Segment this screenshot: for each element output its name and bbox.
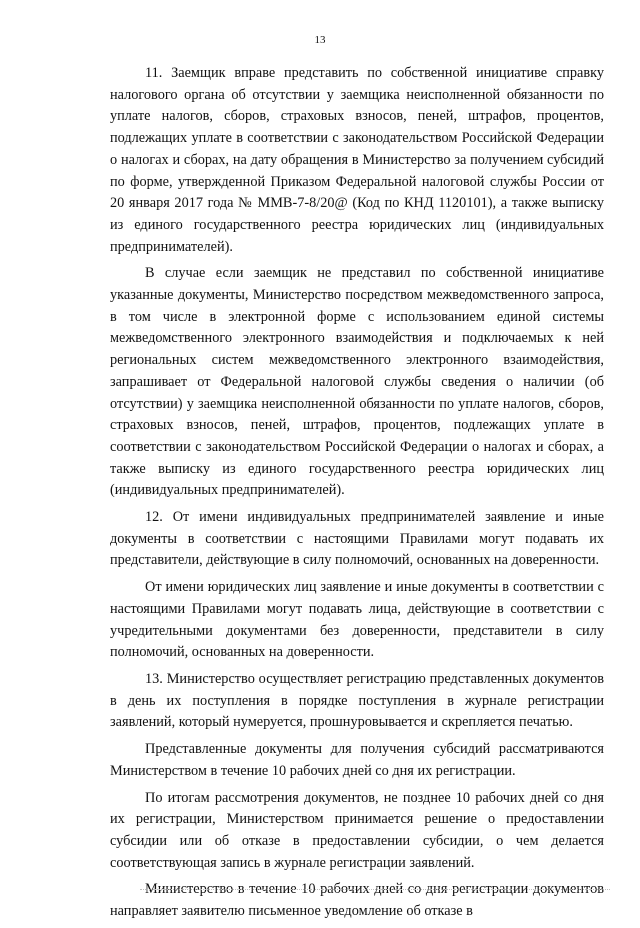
paragraph-13: 13. Министерство осуществляет регистрацию представленных документов в день их поступления в порядке поступления в журнале регистрации заявлений, который нумеруется, прошнуровывается и скрепляется печатью.: [110, 670, 604, 731]
paragraph-11-continued: В случае если заемщик не представил по собственной инициативе указанные документы, Министерство посредством межведомственного запроса, в том числе в электронной форме с использованием единой системы межведомственного электронного взаимодействия и подключаемых к ней региональных систем межведомственного электронного взаимодействия, запрашивает от Федеральной налоговой службы сведения о наличии (об отсутствии) у заемщика неисполненной обязанности по уплате налогов, сборов, страховых взносов, пеней, штрафов, процентов, подлежащих уплате в соответствии с законодательством Российской Федерации о налогах и сборах, а также выписку из единого государственного реестра юридических лиц (индивидуальных предпринимателей).: [110, 265, 604, 499]
paragraph-11: 11. Заемщик вправе представить по собственной инициативе справку налогового органа об отсутствии у заемщика неисполненной обязанности по уплате налогов, сборов, страховых взносов, пеней, штрафов, процентов, подлежащих уплате в соответствии с законодательством Российской Федерации о налогах и сборах, на дату обращения в Министерство за получением субсидий по форме, утвержденной Приказом Федеральной налоговой службы России от 20 января 2017 года № ММВ-7-8/20@ (Код по КНД 1120101), а также выписку из единого государственного реестра юридических лиц (индивидуальных предпринимателей).: [110, 65, 604, 255]
scan-artifact-line: [140, 889, 610, 891]
page-number: 13: [314, 34, 326, 46]
document-body: [110, 63, 604, 928]
paragraph-13-notification: Министерство в течение 10 рабочих дней со дня регистрации документов направляет заявителю письменное уведомление об отказе в: [110, 881, 604, 920]
paragraph-12: 12. От имени индивидуальных предпринимателей заявление и иные документы в соответствии с настоящими Правилами могут подавать их представители, действующие в силу полномочий, основанных на доверенности.: [110, 509, 604, 569]
paragraph-12-legal-entities: От имени юридических лиц заявление и иные документы в соответствии с настоящими Правилами могут подавать лица, действующие в соответствии с учредительными документами без доверенности, представители в силу полномочий, основанных на доверенности.: [110, 579, 604, 661]
paragraph-13-review: Представленные документы для получения субсидий рассматриваются Министерством в течение 10 рабочих дней со дня их регистрации.: [110, 741, 604, 779]
paragraph-13-decision: По итогам рассмотрения документов, не позднее 10 рабочих дней со дня их регистрации, Министерством принимается решение о предоставлении субсидии или об отказе в предоставлении субсидии, о чем делается соответствующая запись в журнале регистрации заявлений.: [110, 789, 604, 871]
